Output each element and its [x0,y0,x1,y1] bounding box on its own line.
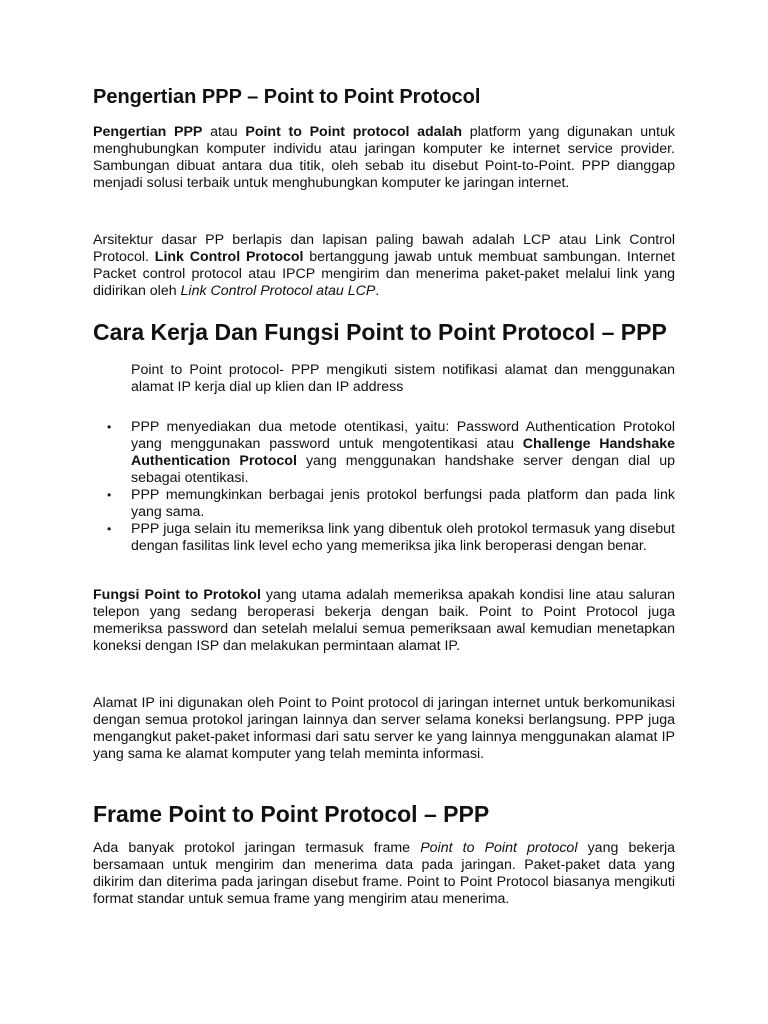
paragraph-alamat-ip: Alamat IP ini digunakan oleh Point to Point protocol di jaringan internet untuk berkomunikasi dengan semua protokol jaringan lainnya dan server selama koneksi berlangsung. PPP juga mengangkut paket-paket informasi dari satu server ke yang lainnya menggunakan alamat IP yang sama ke alamat komputer yang telah meminta informasi. [93,695,675,762]
list-item [93,521,675,555]
bold-term: Challenge Handshake Authentication Protocol [131,436,675,469]
text-run: platform yang digunakan untuk menghubungkan komputer individu atau jaringan komputer ke internet service provider. Sambungan dibuat antara dua titik, oleh sebab itu disebut Point-to-Point. PPP dianggap menjadi solusi terbaik untuk menghubungkan komputer ke jaringan internet. [93,124,675,191]
list-item [93,487,675,521]
section-title-pengertian: Pengertian PPP – Point to Point Protocol [93,86,481,108]
text-run: yang bekerja bersamaan untuk mengirim dan menerima data pada jaringan. Paket-paket data yang dikirim dan diterima pada jaringan disebut frame. Point to Point Protocol biasanya mengikuti format standar untuk semua frame yang mengirim atau menerima. [93,840,675,907]
text-run: PPP menyediakan dua metode otentikasi, yaitu: Password Authentication Protokol yang menggunakan password untuk mengotentikasi atau [131,419,675,452]
section-title-cara-kerja: Cara Kerja Dan Fungsi Point to Point Protocol – PPP [93,319,667,345]
bullet-list [93,419,675,555]
italic-term: Link Control Protocol atau LCP [180,283,376,299]
text-run: yang utama adalah memeriksa apakah kondisi line atau saluran telepon yang sedang beroperasi bekerja dengan baik. Point to Point Protocol juga memeriksa password dan setelah melalui semua pemeriksaan awal kemudian menetapkan koneksi dengan ISP dan melakukan permintaan alamat IP. [93,587,675,654]
text-run: Ada banyak protokol jaringan termasuk frame [93,840,421,856]
paragraph-frame [93,840,675,908]
section-title-frame: Frame Point to Point Protocol – PPP [93,801,490,827]
bullet-icon: • [107,522,112,536]
text-run: PPP juga selain itu memeriksa link yang dibentuk oleh protokol termasuk yang disebut dengan fasilitas link level echo yang memeriksa jika link beroperasi dengan benar. [131,521,675,554]
paragraph-fungsi [93,587,675,655]
list-item [93,419,675,487]
bold-term: Link Control Protocol [154,249,304,265]
bold-term: Fungsi Point to Protokol [93,587,261,603]
text-run: yang menggunakan handshake server dengan dial up sebagai otentikasi. [131,453,675,486]
bullet-icon: • [107,488,112,502]
paragraph-intro-indented: Point to Point protocol- PPP mengikuti sistem notifikasi alamat dan menggunakan alamat IP kerja dial up klien dan IP address [131,362,675,395]
text-run: bertanggung jawab untuk membuat sambungan. Internet Packet control protocol atau IPCP mengirim dan menerima paket-paket melalui link yang didirikan oleh [93,249,675,299]
text-run: . [375,283,380,299]
bullet-icon: • [107,420,112,434]
italic-term: Point to Point protocol [420,840,578,856]
bold-term: Pengertian PPP [93,124,203,140]
text-run: Arsitektur dasar PP berlapis dan lapisan paling bawah adalah LCP atau Link Control Protocol. [93,232,675,265]
paragraph-pengertian [93,124,675,192]
text-run: atau [202,124,246,140]
text-run: PPP memungkinkan berbagai jenis protokol berfungsi pada platform dan pada link yang sama. [131,487,675,520]
paragraph-arsitektur [93,232,675,300]
bold-term: Point to Point protocol adalah [245,124,463,140]
